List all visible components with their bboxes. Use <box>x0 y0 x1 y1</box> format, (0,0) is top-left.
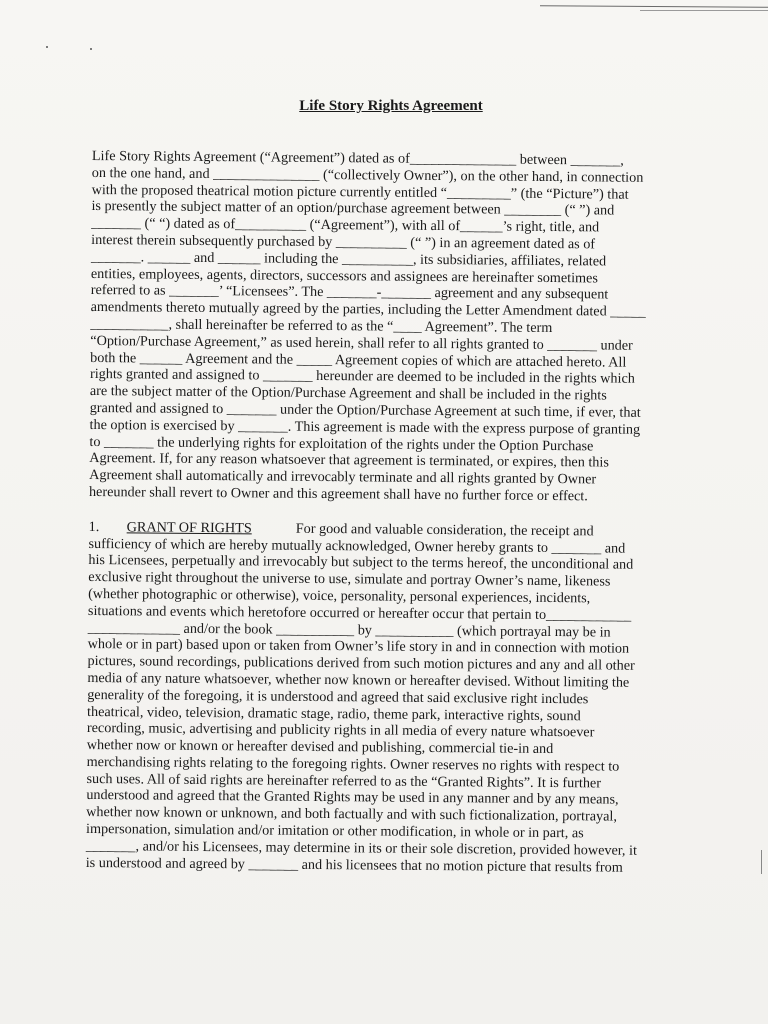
text-line: merchandising rights relating to the foregoing rights. Owner reserves no rights with respect to <box>86 753 620 775</box>
text-line: impersonation, simulation and/or imitation or other modification, in whole or in part, as <box>85 821 584 842</box>
text-line: the option is exercised by _______. This agreement is made with the express purpose of granting <box>89 416 641 438</box>
text-line: _______ (“ “) dated as of__________ (“Agreement”), with all of______’s right, title, and <box>91 215 600 236</box>
text-line: on the one hand, and _______________ (“collectively Owner”), on the other hand, in connection <box>91 164 644 186</box>
text-line: whole or in part) based upon or taken from Owner’s life story in and in connection with motion <box>87 636 630 658</box>
text-line: theatrical, video, television, dramatic stage, radio, theme park, interactive rights, sound <box>87 703 581 724</box>
text-line: Life Story Rights Agreement (“Agreement”) dated as of_______________ between _______, <box>91 148 624 169</box>
text-line: media of any nature whatsoever, whether now known or hereafter devised. Without limiting the <box>87 669 630 691</box>
text-line: “Option/Purchase Agreement,” as used herein, shall refer to all rights granted to _______ under <box>90 332 633 354</box>
text-line: _____________ and/or the book ___________ by ___________ (which portrayal may be in <box>87 619 611 641</box>
section-1-lines <box>86 536 673 877</box>
text-line: interest therein subsequently purchased by __________ (“ ”) in an agreement dated as of <box>91 231 596 253</box>
text-line: recording, music, advertising and publicity rights in all media of every nature whatsoever <box>86 720 595 741</box>
text-line: entities, employees, agents, directors, successors and assignees are hereinafter sometimes <box>90 265 598 286</box>
section-heading: GRANT OF RIGHTS <box>126 519 252 537</box>
text-line: exclusive right throughout the universe to use, simulate and portray Owner’s name, likeness <box>88 569 611 590</box>
text-line: _______, and/or his Licensees, may determine in its or their sole discretion, provided however, it <box>85 837 638 859</box>
text-line: hereunder shall revert to Owner and this agreement shall have no further force or effect. <box>88 483 588 505</box>
text-line: with the proposed theatrical motion picture currently entitled “_________” (the “Picture”) that <box>91 181 629 203</box>
text-line: are the subject matter of the Option/Purchase Agreement and shall be included in the rights <box>89 383 607 404</box>
scan-artifact-line <box>540 5 768 8</box>
document-body <box>86 148 676 877</box>
text-line: granted and assigned to _______ under the Option/Purchase Agreement at such time, if ever, that <box>89 399 641 421</box>
text-line: both the ______ Agreement and the _____ Agreement copies of which are attached hereto. All <box>90 349 627 371</box>
scan-speck <box>90 48 92 50</box>
text-line: amendments thereto mutually agreed by the parties, including the Letter Amendment dated _____ <box>90 299 646 321</box>
text-line: is understood and agreed by _______ and his licensees that no motion picture that results from <box>85 854 623 876</box>
section-number: 1. <box>88 518 100 535</box>
text-line: Agreement. If, for any reason whatsoever that agreement is terminated, or expires, then this <box>89 450 609 471</box>
scan-speck <box>46 46 48 48</box>
text-line: understood and agreed that the Granted Rights may be used in any manner and by any means, <box>86 787 619 809</box>
text-line: Agreement shall automatically and irrevocably terminate and all rights granted by Owner <box>89 467 597 488</box>
scan-edge-mark <box>761 850 762 874</box>
text-line: pictures, sound recordings, publications derived from such motion pictures and any and all other <box>87 653 635 674</box>
text-line: his Licensees, perpetually and irrevocably but subject to the terms hereof, the unconditional and <box>88 552 634 574</box>
intro-paragraph <box>89 148 676 506</box>
document-title: Life Story Rights Agreement <box>299 98 483 114</box>
text-line: rights granted and assigned to _______ hereunder are deemed to be included in the rights which <box>89 366 635 388</box>
text-line: generality of the foregoing, it is understood and agreed that said exclusive right includes <box>87 686 589 708</box>
text-line: such uses. All of said rights are hereinafter referred to as the “Granted Rights”. It is further <box>86 770 602 792</box>
text-line: ___________, shall hereinafter be referred to as the “____ Agreement”. The term <box>90 315 553 336</box>
text-line: whether now or known or hereafter devised and publishing, commercial tie-in and <box>86 737 554 758</box>
text-line: to _______ the underlying rights for exploitation of the rights under the Option Purchase <box>89 433 594 454</box>
section-1-paragraph <box>86 519 673 877</box>
text-line: whether now known or unknown, and both factually and with such fictionalization, portrayal, <box>86 804 617 825</box>
text-line: _______. ______ and ______ including the __________, its subsidiaries, affiliates, related <box>90 248 607 270</box>
text-line: (whether photographic or otherwise), voice, personality, personal experiences, incidents, <box>88 585 591 607</box>
text-line: referred to as _______’ “Licensees”. The _______-_______ agreement and any subsequent <box>90 282 609 303</box>
text-line: situations and events which heretofore occurred or hereafter occur that pertain to____________ <box>87 602 632 624</box>
section-first-line-text: For good and valuable consideration, the receipt and <box>295 520 594 540</box>
text-line: sufficiency of which are hereby mutually acknowledged, Owner hereby grants to _______ and <box>88 535 626 557</box>
text-line: is presently the subject matter of an option/purchase agreement between ________ (“ ”) and <box>91 198 615 219</box>
scan-artifact-line <box>640 10 768 11</box>
